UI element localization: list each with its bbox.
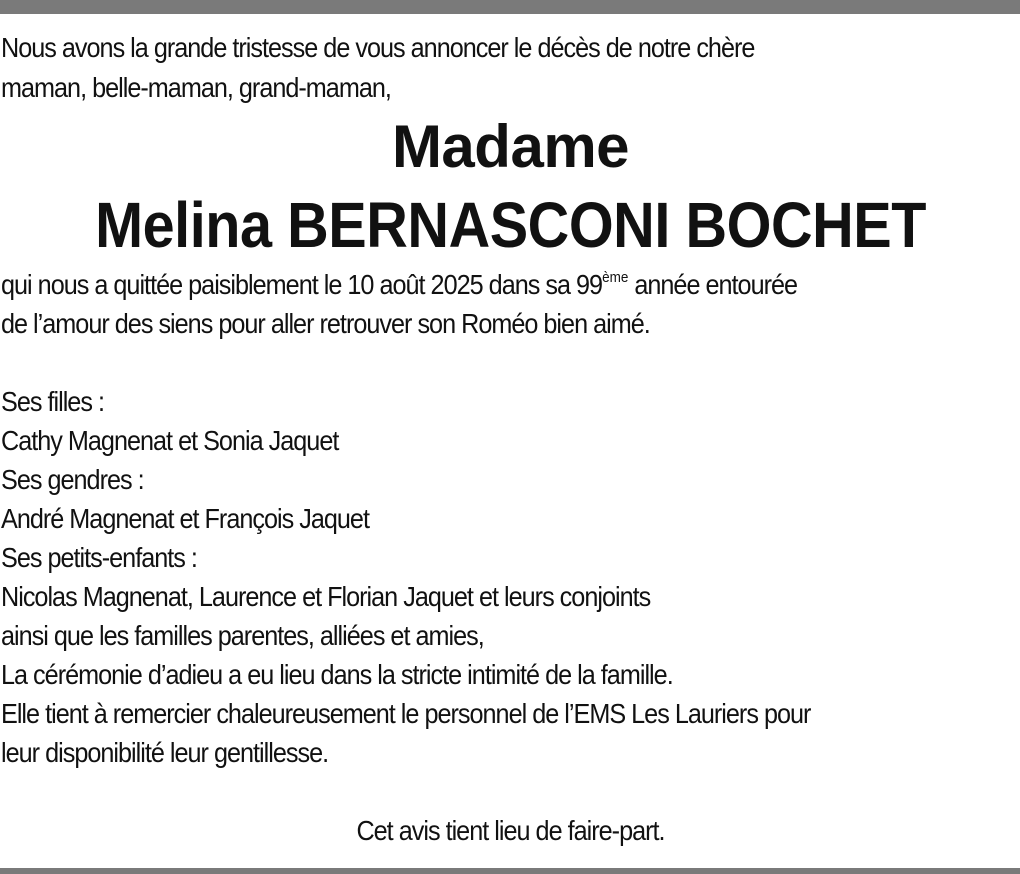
ceremony-info: La cérémonie d’adieu a eu lieu dans la stricte intimité de la famille. bbox=[1, 659, 673, 690]
passing-line-1-end: année entourée bbox=[628, 269, 798, 300]
family-names-grandchildren: Nicolas Magnenat, Laurence et Florian Jaquet et leurs conjoints bbox=[1, 581, 651, 612]
passing-line-2: de l’amour des siens pour aller retrouver son Roméo bien aimé. bbox=[1, 308, 650, 339]
intro-line-2: maman, belle-maman, grand-maman, bbox=[1, 72, 391, 103]
bottom-border-rule bbox=[0, 868, 1020, 874]
family-names-daughters: Cathy Magnenat et Sonia Jaquet bbox=[1, 425, 339, 456]
passing-line-1 bbox=[1, 265, 918, 304]
family-names-sons-in-law: André Magnenat et François Jaquet bbox=[1, 503, 369, 534]
passing-line-1-text: qui nous a quittée paisiblement le 10 août 2025 dans sa 99 bbox=[1, 269, 603, 300]
intro-line-1: Nous avons la grande tristesse de vous annoncer le décès de notre chère bbox=[1, 32, 755, 63]
death-notice bbox=[1, 28, 1020, 850]
family-list bbox=[1, 382, 1020, 772]
intro-paragraph bbox=[1, 28, 1020, 108]
family-label-sons-in-law: Ses gendres : bbox=[1, 464, 144, 495]
ordinal-suffix: ème bbox=[602, 269, 629, 286]
deceased-name: Melina BERNASCONI BOCHET bbox=[95, 189, 926, 261]
family-label-daughters: Ses filles : bbox=[1, 386, 104, 417]
thanks-line-1: Elle tient à remercier chaleureusement le personnel de l’EMS Les Lauriers pour bbox=[1, 698, 811, 729]
family-relatives: ainsi que les familles parentes, alliées et amies, bbox=[1, 620, 484, 651]
thanks-line-2: leur disponibilité leur gentillesse. bbox=[1, 737, 329, 768]
deceased-title: Madame bbox=[391, 113, 630, 180]
family-label-grandchildren: Ses petits-enfants : bbox=[1, 542, 197, 573]
top-border-rule bbox=[0, 0, 1020, 14]
paragraph-spacer bbox=[1, 343, 1020, 382]
closing-statement: Cet avis tient lieu de faire-part. bbox=[356, 815, 665, 846]
passing-paragraph bbox=[1, 265, 1020, 343]
